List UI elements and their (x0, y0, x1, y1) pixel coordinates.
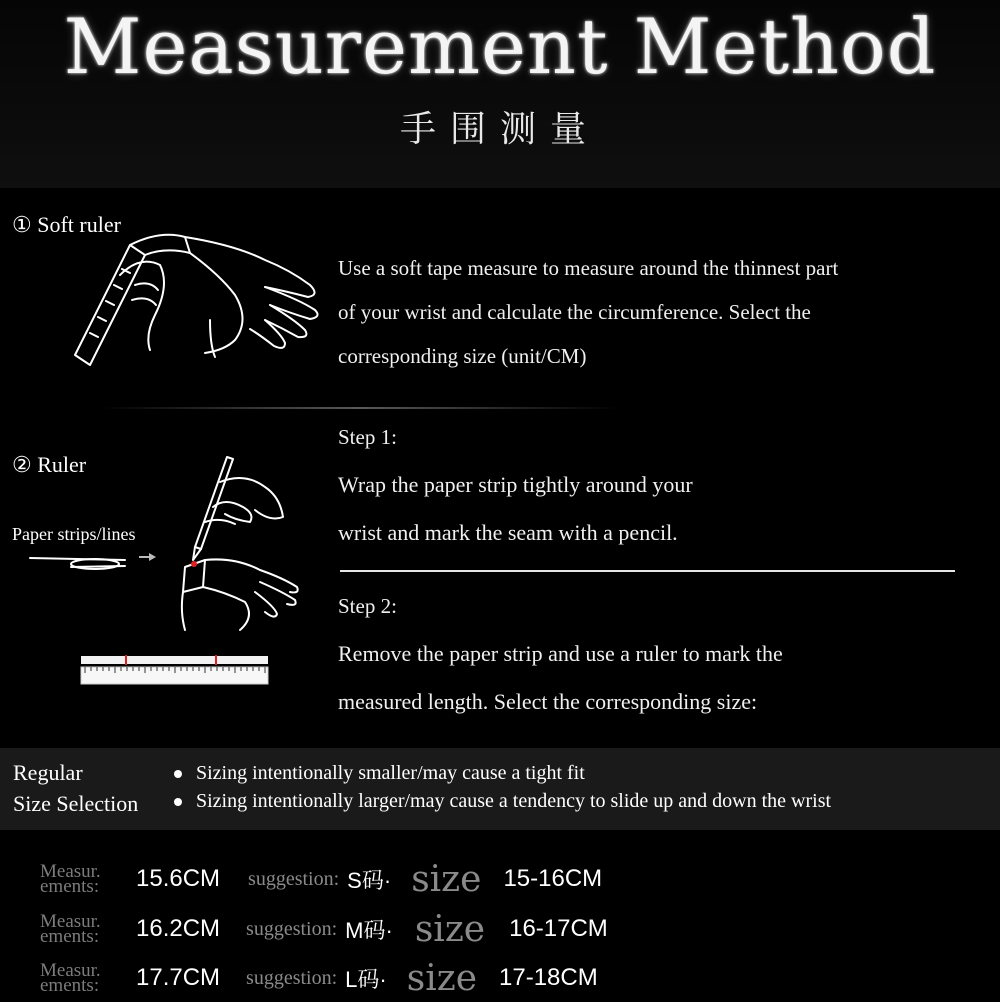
size-range: 16-17CM (509, 915, 608, 942)
suggestion-value: M码· (345, 917, 393, 943)
size-word: size (414, 908, 486, 950)
bullet-dot-icon (174, 770, 182, 778)
ruler-mark-start (125, 655, 127, 665)
hand-pencil-illustration (165, 452, 305, 634)
regular-label-line2: Size Selection (13, 791, 139, 816)
size-word: size (411, 858, 482, 900)
arrow-right-icon (139, 553, 156, 561)
size-range: 15-16CM (503, 865, 603, 892)
suggestion-value: S码· (347, 867, 392, 893)
measurement-value: 15.6CM (136, 865, 221, 892)
step1-text-line: wrist and mark the seam with a pencil. (338, 520, 678, 545)
page-subtitle: 手围测量 (399, 109, 600, 150)
regular-bullet-larger (174, 790, 831, 813)
suggestion-label: suggestion: (246, 917, 338, 940)
ruler-label: ② Ruler (12, 452, 87, 477)
measurement-value: 16.2CM (136, 915, 221, 942)
suggestion-label: suggestion: (246, 966, 338, 989)
ruler-mark-end (215, 655, 217, 665)
measurements-label-line1: Measur. (40, 911, 101, 932)
soft-ruler-label: ① Soft ruler (12, 212, 121, 237)
measurements-label-line1: Measur. (40, 861, 101, 882)
paper-strip-illustration (25, 548, 160, 576)
size-row-m (40, 905, 608, 953)
size-word: size (406, 957, 477, 999)
step2-text-line: Remove the paper strip and use a ruler to mark the (338, 641, 783, 666)
size-range: 17-18CM (499, 964, 598, 991)
measurements-label-line1: Measur. (40, 960, 101, 981)
soft-ruler-description-line: of your wrist and calculate the circumference. Select the (338, 300, 811, 324)
suggestion-label: suggestion: (248, 867, 340, 890)
page-title: Measurement Method (63, 2, 937, 91)
measurements-label (40, 861, 130, 897)
step2-text-line: measured length. Select the corresponding size: (338, 689, 758, 714)
step-divider (340, 570, 955, 572)
regular-bullet-smaller (174, 762, 585, 785)
measurements-label (40, 911, 130, 947)
soft-ruler-description-line: corresponding size (unit/CM) (338, 344, 587, 368)
measurements-label-line2: ements: (40, 926, 100, 947)
soft-ruler-description-line: Use a soft tape measure to measure around the thinnest part (338, 256, 839, 280)
regular-label-line1: Regular (13, 760, 83, 785)
ruler-illustration (80, 654, 270, 686)
measurements-label (40, 960, 130, 996)
paper-strip-label: Paper strips/lines (12, 524, 136, 544)
hand-tape-illustration (60, 225, 330, 375)
section-divider-soft (100, 407, 620, 409)
step1-title: Step 1: (338, 425, 397, 449)
seam-mark (191, 561, 197, 567)
step1-text (338, 461, 693, 557)
measurements-label-line2: ements: (40, 975, 100, 996)
regular-size-band (0, 748, 1000, 830)
bullet-dot-icon (174, 798, 182, 806)
suggestion-value: L码· (345, 966, 387, 992)
soft-ruler-description (338, 246, 838, 378)
size-row-s (40, 855, 602, 903)
step1-text-line: Wrap the paper strip tightly around your (338, 472, 693, 497)
bullet-text: Sizing intentionally smaller/may cause a tight fit (196, 762, 585, 784)
bullet-text: Sizing intentionally larger/may cause a tendency to slide up and down the wrist (196, 790, 832, 812)
step2-title: Step 2: (338, 594, 397, 618)
measurements-label-line2: ements: (40, 876, 100, 897)
regular-size-label (13, 757, 138, 819)
measurement-value: 17.7CM (136, 964, 221, 991)
size-row-l (40, 954, 598, 1002)
step2-text (338, 630, 783, 726)
